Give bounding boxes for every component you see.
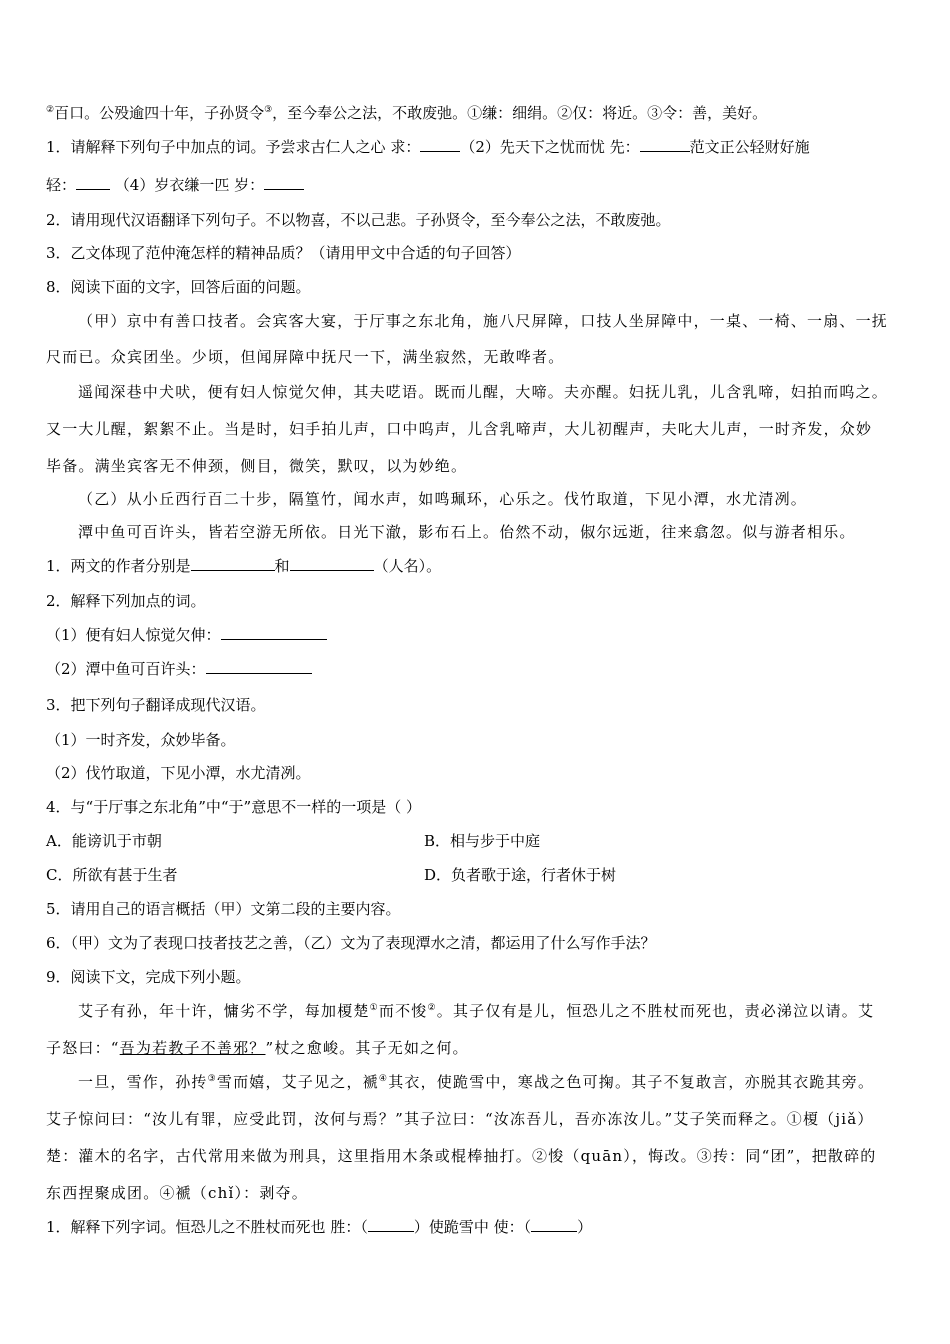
text-segment: ）	[577, 1218, 593, 1236]
answer-blank[interactable]	[206, 659, 312, 674]
answer-blank[interactable]	[191, 556, 275, 571]
text-segment: 轻：	[46, 176, 77, 194]
text-segment: 雪而嬉，艾子见之，褫	[216, 1073, 379, 1091]
question-line: 4．与“于厅事之东北角”中“于”意思不一样的一项是（ ）	[46, 798, 421, 816]
text-segment: 艾子有孙，年十许，慵劣不学，每加榎楚	[78, 1002, 370, 1020]
question-line	[46, 1217, 592, 1237]
text-segment: ，至今奉公之法，不敢废弛。①缣：细绢。②仅：将近。③令：善，美好。	[272, 104, 768, 122]
footnote-marker: ①	[369, 1003, 379, 1013]
answer-blank[interactable]	[221, 625, 327, 640]
text-segment: ）使跪雪中 使：（	[413, 1218, 532, 1236]
passage-line: 又一大儿醒，絮絮不止。当是时，妇手拍儿声，口中呜声，儿含乳啼声，大儿初醒声，夫叱大儿声，一时齐发，众妙	[46, 420, 873, 438]
question-line: （2）伐竹取道，下见小潭，水尤清冽。	[46, 764, 311, 782]
options-row	[46, 865, 906, 885]
text-segment: 而不悛	[378, 1002, 428, 1020]
passage-line: 楚：灌木的名字，古代常用来做为刑具，这里指用木条或棍棒抽打。②悛（quān），悔改。③抟：同“团”，把散碎的	[46, 1147, 877, 1165]
passage-line: 潭中鱼可百许头，皆若空游无所依。日光下澈，影布石上。佁然不动，俶尔远逝，往来翕忽。似与游者相乐。	[78, 523, 856, 541]
text-segment: 和	[274, 557, 290, 575]
answer-blank[interactable]	[264, 175, 304, 190]
question-heading: 9．阅读下文，完成下列小题。	[46, 968, 251, 986]
answer-blank[interactable]	[420, 137, 460, 152]
text-segment: 子怒曰：“	[46, 1039, 120, 1057]
question-line: 5．请用自己的语言概括（甲）文第二段的主要内容。	[46, 900, 401, 918]
question-line: 2．请用现代汉语翻译下列句子。不以物喜，不以己悲。子孙贤令，至今奉公之法，不敢废弛。	[46, 211, 671, 229]
passage-line: 东西捏聚成团。④褫（chǐ）：剥夺。	[46, 1184, 308, 1202]
passage-line: 尺而已。众宾团坐。少顷，但闻屏障中抚尺一下，满坐寂然，无敢哗者。	[46, 348, 565, 366]
passage-line	[78, 1001, 874, 1021]
question-line	[46, 625, 327, 645]
question-line: 3．乙文体现了范仲淹怎样的精神品质？（请用甲文中合适的句子回答）	[46, 244, 521, 262]
question-line: 3．把下列句子翻译成现代汉语。	[46, 696, 266, 714]
text-segment: 其衣，使跪雪中，寒战之色可掬。其子不复敢言，亦脱其衣跪其旁。	[388, 1073, 875, 1091]
question-line: 6．（甲）文为了表现口技者技艺之善，（乙）文为了表现潭水之清，都运用了什么写作手法？	[46, 934, 656, 952]
question-line	[46, 175, 304, 195]
text-segment: （2）先天下之忧而忧 先：	[460, 138, 640, 156]
footnote-marker: ④	[378, 1074, 389, 1084]
passage-line	[78, 1072, 874, 1092]
answer-blank[interactable]	[531, 1217, 577, 1232]
text-segment: 1．请解释下列句子中加点的词。予尝求古仁人之心 求：	[46, 138, 421, 156]
footnote-marker: ②	[46, 105, 55, 115]
question-line: （1）一时齐发，众妙毕备。	[46, 731, 236, 749]
option-d[interactable]: D．负者歌于途，行者休于树	[424, 866, 617, 884]
text-segment: ”杖之愈峻。其子无如之何。	[265, 1039, 469, 1057]
answer-blank[interactable]	[368, 1217, 414, 1232]
text-segment: （4）岁衣缣一匹 岁：	[110, 176, 265, 194]
question-line	[46, 556, 441, 576]
option-a[interactable]: A．能谤讥于市朝	[46, 832, 162, 850]
passage-line	[46, 1038, 469, 1058]
passage-line: 遥闻深巷中犬吠，便有妇人惊觉欠伸，其夫呓语。既而儿醒，大啼。夫亦醒。妇抚儿乳，儿含乳啼，妇拍而呜之。	[78, 383, 889, 401]
passage-line: 毕备。满坐宾客无不伸颈，侧目，微笑，默叹，以为妙绝。	[46, 457, 468, 475]
question-line: 2．解释下列加点的词。	[46, 592, 206, 610]
text-line	[46, 103, 767, 123]
question-line	[46, 137, 810, 157]
question-heading: 8．阅读下面的文字，回答后面的问题。	[46, 278, 311, 296]
text-segment: （1）便有妇人惊觉欠伸：	[46, 626, 221, 644]
question-line	[46, 659, 312, 679]
text-segment: （2）潭中鱼可百许头：	[46, 660, 206, 678]
passage-line: （甲）京中有善口技者。会宾客大宴，于厅事之东北角，施八尺屏障，口技人坐屏障中，一桌、一椅、一扇、一抚	[78, 312, 889, 330]
footnote-marker: ②	[427, 1003, 437, 1013]
text-segment: 百口。公殁逾四十年，子孙贤令	[54, 104, 265, 122]
text-segment: 范文正公轻财好施	[689, 138, 810, 156]
option-c[interactable]: C．所欲有甚于生者	[46, 866, 178, 884]
option-b[interactable]: B．相与步于中庭	[424, 832, 541, 850]
footnote-marker: ③	[264, 105, 273, 115]
answer-blank[interactable]	[290, 556, 374, 571]
underlined-sentence: 吾为若教子不善邪？	[119, 1039, 266, 1057]
answer-blank[interactable]	[76, 175, 110, 190]
answer-blank[interactable]	[640, 137, 690, 152]
text-segment: 。其子仅有是儿，恒恐儿之不胜杖而死也，责必涕泣以请。艾	[436, 1002, 875, 1020]
passage-line: （乙）从小丘西行百二十步，隔篁竹，闻水声，如鸣珮环，心乐之。伐竹取道，下见小潭，水尤清冽。	[78, 490, 808, 508]
passage-line: 艾子惊问曰：“汝儿有罪，应受此罚，汝何与焉？”其子泣曰：“汝冻吾儿，吾亦冻汝儿。”艾子笑而释之。①榎（jiǎ）	[46, 1110, 874, 1128]
text-segment: 一旦，雪作，孙抟	[78, 1073, 208, 1091]
text-segment: （人名）。	[373, 557, 442, 575]
text-segment: 1．两文的作者分别是	[46, 557, 191, 575]
options-row	[46, 831, 906, 851]
text-segment: 1．解释下列字词。恒恐儿之不胜杖而死也 胜：（	[46, 1218, 368, 1236]
footnote-marker: ③	[207, 1074, 217, 1084]
